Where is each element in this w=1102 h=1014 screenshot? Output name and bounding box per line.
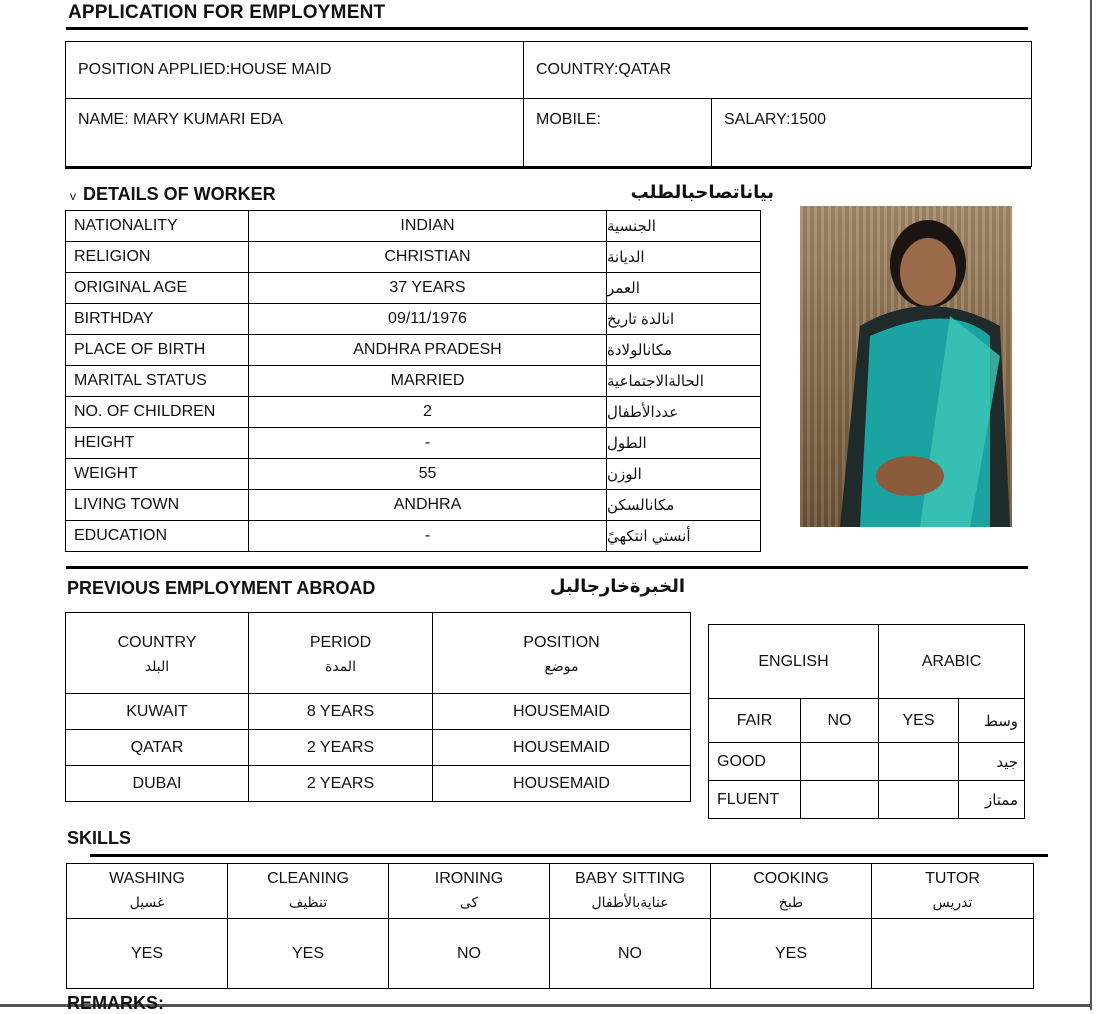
- employment-cell: DUBAI: [66, 766, 249, 802]
- english-header: ENGLISH: [709, 625, 879, 699]
- skill-label-ar: طبخ: [778, 895, 804, 911]
- detail-label: MARITAL STATUS: [66, 366, 249, 397]
- skill-label: WASHING: [109, 870, 185, 887]
- skills-rule: [90, 854, 1048, 857]
- detail-row: [66, 397, 761, 428]
- language-row: [709, 743, 1025, 781]
- employment-rule: [66, 566, 1028, 569]
- language-level: FAIR: [709, 699, 801, 743]
- language-level-ar: ممتاز: [959, 781, 1025, 819]
- arabic-level: [879, 781, 959, 819]
- skill-value: [872, 919, 1034, 989]
- detail-row: [66, 459, 761, 490]
- detail-label-ar: الديانة: [607, 242, 761, 273]
- employment-column-header: [249, 613, 433, 694]
- detail-label-ar: الجنسية: [607, 211, 761, 242]
- detail-row: [66, 304, 761, 335]
- skill-label-ar: کی: [459, 895, 479, 911]
- skills-table: [66, 863, 1034, 989]
- detail-label: NATIONALITY: [66, 211, 249, 242]
- skill-header: [711, 864, 872, 919]
- skill-label: COOKING: [753, 870, 829, 887]
- skill-value: YES: [67, 919, 228, 989]
- detail-row: [66, 490, 761, 521]
- page-edge-right: [1090, 0, 1092, 1010]
- applicant-photo: [800, 206, 1012, 527]
- language-level-ar: جيد: [959, 743, 1025, 781]
- detail-label: BIRTHDAY: [66, 304, 249, 335]
- employment-heading-ar: الخبرةخارجالبل: [549, 576, 685, 597]
- employment-cell: KUWAIT: [66, 694, 249, 730]
- employment-row: [66, 766, 691, 802]
- column-label-ar: موضع: [544, 659, 579, 675]
- employment-row: [66, 694, 691, 730]
- column-label: COUNTRY: [117, 634, 197, 651]
- employment-cell: QATAR: [66, 730, 249, 766]
- applicant-name: NAME: MARY KUMARI EDA: [66, 99, 524, 167]
- details-heading: DETAILS OF WORKER: [83, 184, 276, 204]
- arabic-header: ARABIC: [879, 625, 1025, 699]
- employment-row: [66, 730, 691, 766]
- detail-value: ANDHRA: [249, 490, 607, 521]
- skill-header: [389, 864, 550, 919]
- header-bottom-rule: [65, 166, 1031, 169]
- title-rule: [66, 27, 1028, 30]
- employment-cell: HOUSEMAID: [433, 730, 691, 766]
- skill-label-ar: عنايةبالأطفال: [591, 895, 669, 911]
- position-applied: POSITION APPLIED:HOUSE MAID: [66, 42, 524, 99]
- detail-row: [66, 242, 761, 273]
- detail-value: 09/11/1976: [249, 304, 607, 335]
- detail-row: [66, 335, 761, 366]
- details-heading-ar: بياناتصاحبالطلب: [630, 182, 774, 203]
- skill-label: BABY SITTING: [575, 870, 685, 887]
- employment-heading: PREVIOUS EMPLOYMENT ABROAD: [67, 578, 376, 598]
- arabic-level: YES: [879, 699, 959, 743]
- language-level: FLUENT: [709, 781, 801, 819]
- salary: SALARY:1500: [712, 99, 1032, 167]
- english-level: [801, 781, 879, 819]
- detail-value: MARRIED: [249, 366, 607, 397]
- employment-cell: HOUSEMAID: [433, 766, 691, 802]
- column-label: POSITION: [523, 634, 600, 651]
- details-prefix: v: [70, 189, 76, 203]
- skill-value: NO: [550, 919, 711, 989]
- employment-cell: 2 YEARS: [249, 730, 433, 766]
- language-level: GOOD: [709, 743, 801, 781]
- detail-row: [66, 273, 761, 304]
- detail-label-ar: الحالةالاجتماعية: [607, 366, 761, 397]
- language-table: [708, 624, 1025, 819]
- mobile: MOBILE:: [524, 99, 712, 167]
- detail-value: -: [249, 428, 607, 459]
- column-label: PERIOD: [309, 634, 372, 651]
- skill-header: [550, 864, 711, 919]
- employment-cell: 8 YEARS: [249, 694, 433, 730]
- detail-label: PLACE OF BIRTH: [66, 335, 249, 366]
- employment-column-header: [433, 613, 691, 694]
- detail-label-ar: مكانالسكن: [607, 490, 761, 521]
- skill-label-ar: غسيل: [129, 895, 165, 911]
- skill-label-ar: تنظيف: [288, 895, 328, 911]
- detail-value: 2: [249, 397, 607, 428]
- detail-value: CHRISTIAN: [249, 242, 607, 273]
- language-row: [709, 699, 1025, 743]
- detail-label: NO. OF CHILDREN: [66, 397, 249, 428]
- details-table: [65, 210, 761, 552]
- detail-value: -: [249, 521, 607, 552]
- detail-label: ORIGINAL AGE: [66, 273, 249, 304]
- remarks-label: REMARKS:: [67, 993, 164, 1013]
- language-level-ar: وسط: [959, 699, 1025, 743]
- skill-header: [228, 864, 389, 919]
- detail-label-ar: العمر: [607, 273, 761, 304]
- skills-heading: SKILLS: [67, 828, 132, 848]
- detail-label: RELIGION: [66, 242, 249, 273]
- detail-row: [66, 428, 761, 459]
- header-table: [65, 41, 1032, 167]
- detail-label-ar: انالدة تاريخ: [607, 304, 761, 335]
- detail-row: [66, 366, 761, 397]
- arabic-level: [879, 743, 959, 781]
- detail-label: HEIGHT: [66, 428, 249, 459]
- detail-label: WEIGHT: [66, 459, 249, 490]
- skill-header: [67, 864, 228, 919]
- column-label-ar: البلد: [144, 659, 170, 675]
- skill-value: YES: [228, 919, 389, 989]
- employment-table: [65, 612, 691, 802]
- detail-label: EDUCATION: [66, 521, 249, 552]
- skill-value: YES: [711, 919, 872, 989]
- skill-label: CLEANING: [267, 870, 349, 887]
- skill-value: NO: [389, 919, 550, 989]
- detail-label-ar: مكانالولادة: [607, 335, 761, 366]
- employment-column-header: [66, 613, 249, 694]
- skill-label-ar: تدريس: [932, 895, 973, 911]
- english-level: [801, 743, 879, 781]
- detail-row: [66, 521, 761, 552]
- detail-value: 37 YEARS: [249, 273, 607, 304]
- detail-value: 55: [249, 459, 607, 490]
- detail-row: [66, 211, 761, 242]
- skill-header: [872, 864, 1034, 919]
- page-title: APPLICATION FOR EMPLOYMENT: [68, 2, 386, 23]
- column-label-ar: المدة: [325, 659, 356, 675]
- employment-cell: 2 YEARS: [249, 766, 433, 802]
- detail-label-ar: عددالأطفال: [607, 397, 761, 428]
- detail-label-ar: أنستي انتكهيً: [607, 521, 761, 552]
- skill-label: TUTOR: [925, 870, 980, 887]
- skill-label: IRONING: [434, 870, 504, 887]
- language-row: [709, 781, 1025, 819]
- country: COUNTRY:QATAR: [524, 42, 1032, 99]
- detail-label: LIVING TOWN: [66, 490, 249, 521]
- employment-cell: HOUSEMAID: [433, 694, 691, 730]
- detail-value: ANDHRA PRADESH: [249, 335, 607, 366]
- detail-label-ar: الطول: [607, 428, 761, 459]
- detail-label-ar: الوزن: [607, 459, 761, 490]
- detail-value: INDIAN: [249, 211, 607, 242]
- english-level: NO: [801, 699, 879, 743]
